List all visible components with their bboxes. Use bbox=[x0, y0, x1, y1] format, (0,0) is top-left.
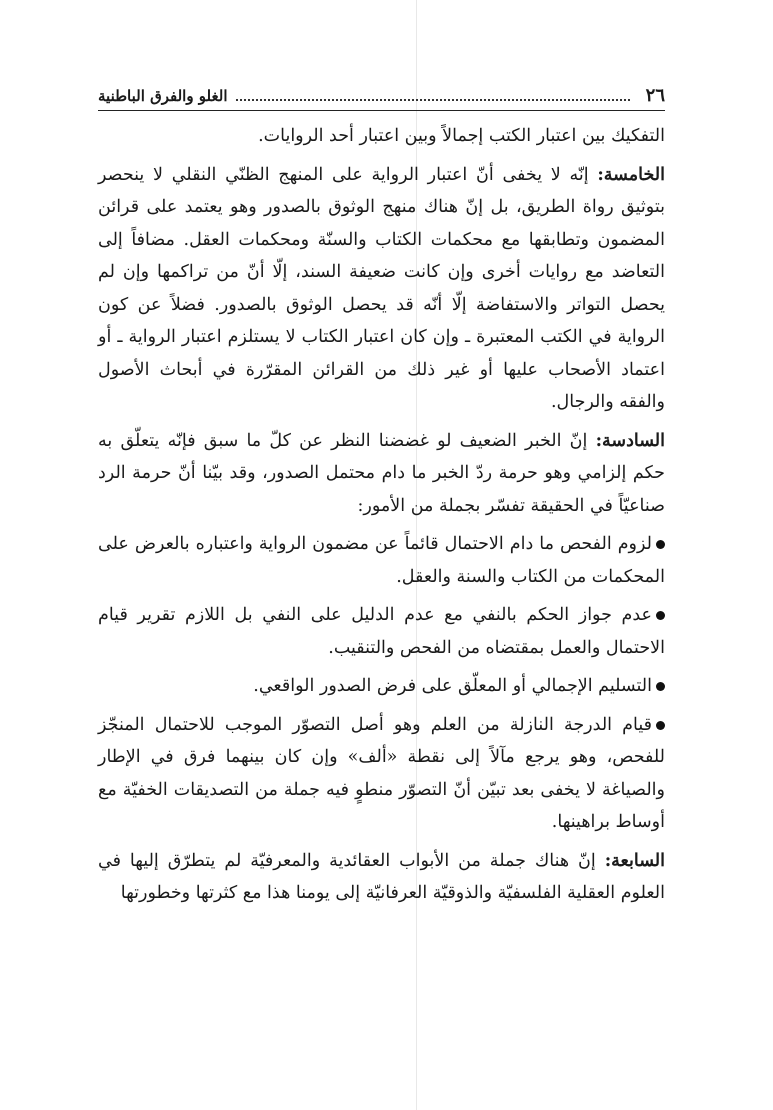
paragraph-text: التفكيك بين اعتبار الكتب إجمالاً وبين اعتبار أحد الروايات. bbox=[258, 126, 665, 146]
list-item-text: قيام الدرجة النازلة من العلم وهو أصل التصوّر الموجب للاحتمال المنجّز للفحص، وهو يرجع مآلاً إلى نقطة «ألف» وإن كان بينهما فرق في الإطار والصياغة لا يخفى بعد تبيّن أنّ التصوّر منطوٍ فيه جملة من التصديقات الخفيّة مع أوساط براهينها. bbox=[98, 714, 665, 832]
paragraph-label: الخامسة: bbox=[597, 164, 665, 185]
list-item bbox=[98, 528, 665, 593]
paragraph-sixth bbox=[98, 425, 665, 523]
running-title: الغلو والفرق الباطنية bbox=[98, 87, 228, 105]
list-item bbox=[98, 709, 665, 839]
bullet-icon bbox=[656, 540, 665, 549]
page-body bbox=[98, 120, 665, 916]
list-item bbox=[98, 670, 665, 703]
paragraph-seventh bbox=[98, 845, 665, 910]
bullet-icon bbox=[656, 721, 665, 730]
paragraph-label: السادسة: bbox=[595, 430, 665, 451]
paragraph-text: إنّ الخبر الضعيف لو غضضنا النظر عن كلّ ما سبق فإنّه يتعلّق به حكم إلزامي وهو حرمة ردّ الخبر ما دام محتمل الصدور، وقد بيّنا أنّ حرمة الرد صناعيّاً في الحقيقة تفسّر بجملة من الأمور: bbox=[98, 430, 665, 516]
list-item-text: عدم جواز الحكم بالنفي مع عدم الدليل على النفي بل اللازم تقرير قيام الاحتمال والعمل بمقتضاه من الفحص والتنقيب. bbox=[98, 605, 665, 658]
list-item bbox=[98, 599, 665, 664]
list-item-text: التسليم الإجمالي أو المعلّق على فرض الصدور الواقعي. bbox=[253, 676, 652, 696]
bullet-icon bbox=[656, 682, 665, 691]
header-leader-dots bbox=[236, 99, 630, 101]
paragraph-text: إنّه لا يخفى أنّ اعتبار الرواية على المنهج الظنّي النقلي لا ينحصر بتوثيق رواة الطريق، بل إنّ هناك منهج الوثوق بالصدور وهو يعتمد على قرائن المضمون وتطابقها مع محكمات الكتاب والسنّة ومحكمات العقل. مضافاً إلى التعاضد مع روايات أخرى وإن كانت ضعيفة السند، إلّا أنّ من تراكمها وإن لم يحصل التواتر والاستفاضة إلّا أنّه قد يحصل الوثوق بالصدور. فضلاً عن كون الرواية في الكتب المعتبرة ـ وإن كان اعتبار الكتاب لا يستلزم اعتبار الرواية ـ أو اعتماد الأصحاب عليها أو غير ذلك من القرائن المقرّرة في أبحاث الأصول والفقه والرجال. bbox=[98, 164, 665, 412]
bullet-icon bbox=[656, 611, 665, 620]
page-number: ٢٦ bbox=[645, 85, 665, 106]
paragraph-text: إنّ هناك جملة من الأبواب العقائدية والمعرفيّة لم يتطرّق إليها في العلوم العقلية الفلسفيّة والذوقيّة العرفانيّة إلى يومنا هذا مع كثرتها وخطورتها bbox=[98, 850, 665, 903]
paragraph-fifth bbox=[98, 159, 665, 419]
paragraph bbox=[98, 120, 665, 153]
running-header bbox=[98, 70, 665, 111]
list-item-text: لزوم الفحص ما دام الاحتمال قائماً عن مضمون الرواية واعتباره بالعرض على المحكمات من الكتاب والسنة والعقل. bbox=[98, 534, 665, 587]
paragraph-label: السابعة: bbox=[604, 850, 665, 871]
